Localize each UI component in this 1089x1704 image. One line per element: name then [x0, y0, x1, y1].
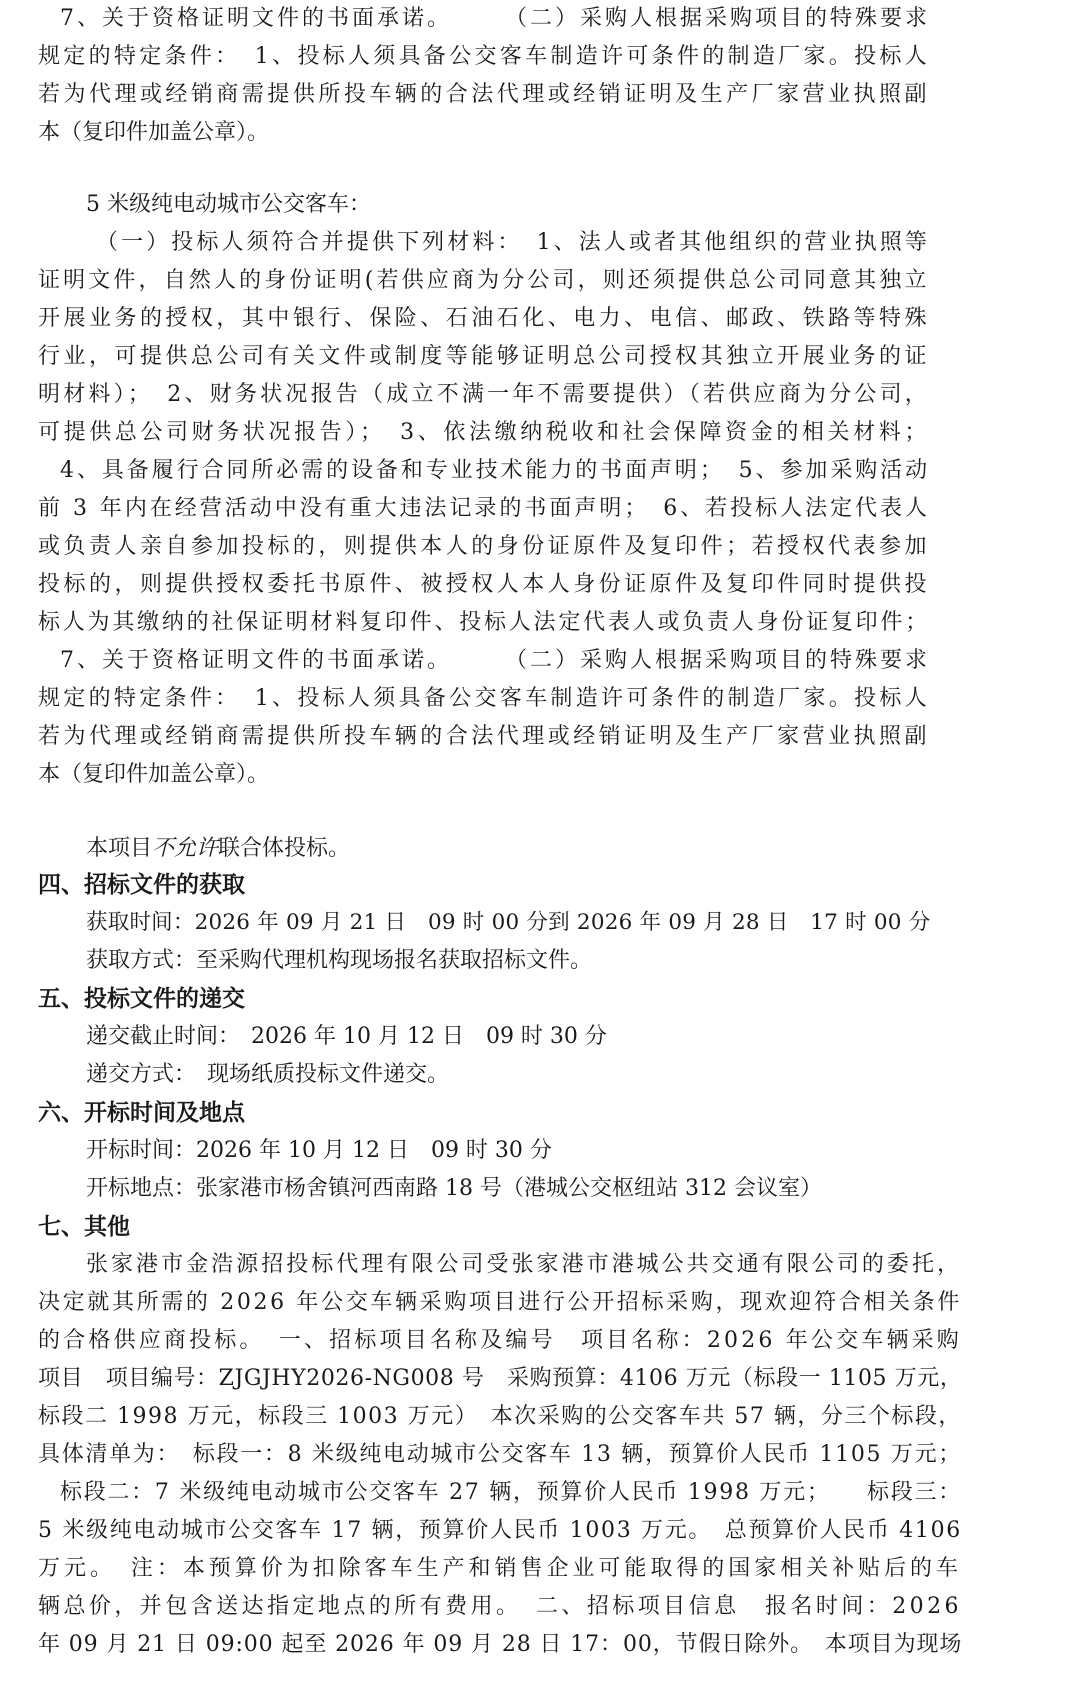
text-line: 开展业务的授权，其中银行、保险、石油石化、电力、电信、邮政、铁路等特殊	[38, 306, 931, 331]
text-line: 证明文件，自然人的身份证明(若供应商为分公司，则还须提供总公司同意其独立	[38, 268, 930, 293]
text-line: 行业，可提供总公司有关文件或制度等能够证明总公司授权其独立开展业务的证	[38, 344, 931, 369]
text-line: 本（复印件加盖公章）。	[38, 120, 270, 145]
text-line: 7、关于资格证明文件的书面承诺。 （二）采购人根据采购项目的特殊要求	[60, 648, 930, 673]
text-line: 张家港市金浩源招投标代理有限公司受张家港市港城公共交通有限公司的委托，	[86, 1252, 963, 1277]
text-line: 规定的特定条件： 1、投标人须具备公交客车制造许可条件的制造厂家。投标人	[38, 44, 930, 69]
text-line: 标段二：7 米级纯电动城市公交客车 27 辆，预算价人民币 1998 万元； 标段三：	[60, 1480, 962, 1505]
section-heading-7: 七、其他	[38, 1214, 130, 1240]
text-line: 若为代理或经销商需提供所投车辆的合法代理或经销证明及生产厂家营业执照副	[38, 82, 931, 107]
text-line: 规定的特定条件： 1、投标人须具备公交客车制造许可条件的制造厂家。投标人	[38, 686, 930, 711]
submit-method: 递交方式： 现场纸质投标文件递交。	[86, 1062, 450, 1087]
text-line: 万元。 注：本预算价为扣除客车生产和销售企业可能取得的国家相关补贴后的车	[38, 1556, 963, 1581]
text-line: 可提供总公司财务状况报告）； 3、依法缴纳税收和社会保障资金的相关材料；	[38, 420, 930, 445]
text-line: 决定就其所需的 2026 年公交车辆采购项目进行公开招标采购，现欢迎符合相关条件	[38, 1290, 962, 1315]
section-heading-4: 四、招标文件的获取	[38, 872, 245, 898]
section-heading-5: 五、投标文件的递交	[38, 986, 245, 1012]
text-line: 标人为其缴纳的社保证明材料复印件、投标人法定代表人或负责人身份证复印件；	[38, 610, 931, 635]
joint-bid-statement	[86, 830, 350, 868]
text-line: 年 09 月 21 日 09:00 起至 2026 年 09 月 28 日 17：00，节假日除外。 本项目为现场	[38, 1632, 963, 1657]
text-line: 投标的，则提供授权委托书原件、被授权人本人身份证原件及复印件同时提供投	[38, 572, 931, 597]
text-line: 辆总价，并包含送达指定地点的所有费用。 二、招标项目信息 报名时间：2026	[38, 1594, 962, 1619]
acquire-method: 获取方式：至采购代理机构现场报名获取招标文件。	[86, 948, 593, 973]
joint-emphasis: 不允许	[152, 836, 219, 861]
text-line: 的合格供应商投标。 一、招标项目名称及编号 项目名称：2026 年公交车辆采购	[38, 1328, 962, 1353]
opening-place: 开标地点：张家港市杨舍镇河西南路 18 号（港城公交枢纽站 312 会议室）	[86, 1176, 822, 1201]
opening-time: 开标时间：2026 年 10 月 12 日 09 时 30 分	[86, 1138, 552, 1163]
text-line: 具体清单为： 标段一：8 米级纯电动城市公交客车 13 辆，预算价人民币 1105 万元；	[38, 1442, 962, 1467]
text-line: （一）投标人须符合并提供下列材料： 1、法人或者其他组织的营业执照等	[96, 230, 930, 255]
text-line: 若为代理或经销商需提供所投车辆的合法代理或经销证明及生产厂家营业执照副	[38, 724, 931, 749]
text-line: 标段二 1998 万元，标段三 1003 万元） 本次采购的公交客车共 57 辆，分三个标段，	[38, 1404, 962, 1429]
section-heading-6: 六、开标时间及地点	[38, 1100, 245, 1126]
joint-prefix: 本项目	[86, 836, 153, 861]
submit-deadline: 递交截止时间： 2026 年 10 月 12 日 09 时 30 分	[86, 1024, 607, 1049]
text-line: 明材料）； 2、财务状况报告（成立不满一年不需要提供）（若供应商为分公司，	[38, 382, 930, 407]
text-line: 项目 项目编号：ZJGJHY2026-NG008 号 采购预算：4106 万元（标段一 1105 万元，	[38, 1366, 963, 1391]
text-line: 或负责人亲自参加投标的，则提供本人的身份证原件及复印件；若授权代表参加	[38, 534, 931, 559]
text-line: 本（复印件加盖公章）。	[38, 762, 270, 787]
text-line: 4、具备履行合同所必需的设备和专业技术能力的书面声明； 5、参加采购活动	[60, 458, 930, 483]
acquire-time: 获取时间：2026 年 09 月 21 日 09 时 00 分到 2026 年 09 月 28 日 17 时 00 分	[86, 910, 931, 935]
text-line: 7、关于资格证明文件的书面承诺。 （二）采购人根据采购项目的特殊要求	[60, 6, 930, 31]
lot-title: 5 米级纯电动城市公交客车：	[86, 192, 371, 217]
joint-suffix: 联合体投标。	[218, 836, 351, 861]
text-line: 前 3 年内在经营活动中没有重大违法记录的书面声明； 6、若投标人法定代表人	[38, 496, 930, 521]
text-line: 5 米级纯电动城市公交客车 17 辆，预算价人民币 1003 万元。 总预算价人民币 4106	[38, 1518, 962, 1543]
